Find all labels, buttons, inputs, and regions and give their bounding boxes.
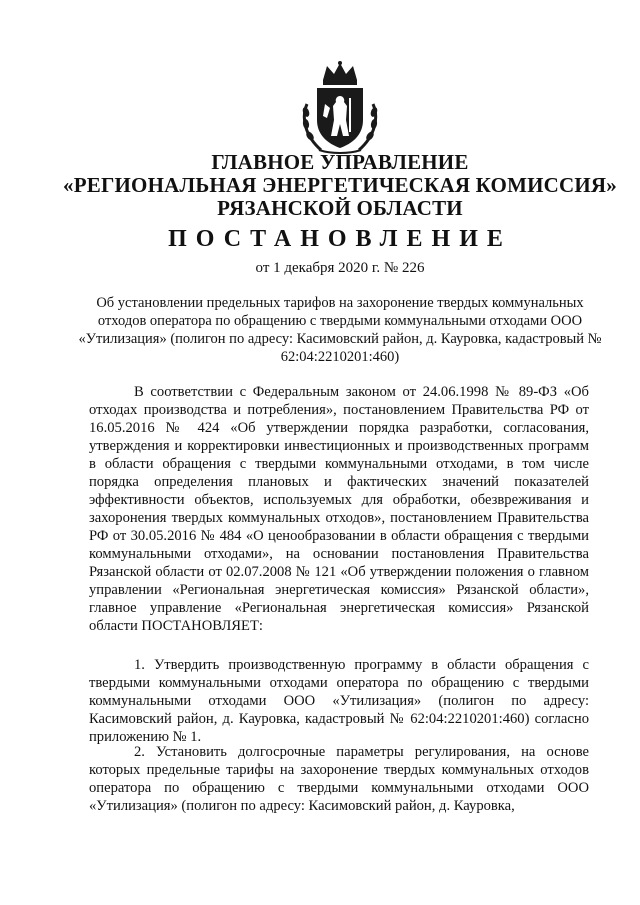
body-paragraph-item-1: 1. Утвердить производственную программу в области обращения с твердыми коммунальными отходами оператора по обращению с твердыми коммунальными отходами ООО «Утилизация» (полигон по адресу: Касимовский район, д. Кауровка, кадастровый № 62:04:2210201:460) согласно приложению № 1.: [89, 657, 589, 745]
document-subject: Об установлении предельных тарифов на захоронение твердых коммунальных отходов оператора по обращению с твердыми коммунальными отходами ООО «Утилизация» (полигон по адресу: Касимовский район, д. Кауровка, кадастровый № 62:04:2210201:460): [78, 295, 602, 365]
body-paragraph-preamble: В соответствии с Федеральным законом от 24.06.1998 № 89-ФЗ «Об отходах производства и потребления», постановлением Правительства РФ от 16.05.2016 № 424 «Об утверждении порядка разработки, согласования, утверждения и корректировки инвестиционных и производственных программ в области обращения с твердыми коммунальными отходами, в том числе порядка определения плановых и фактических значений показателей эффективности объектов, используемых для обработки, обезвреживания и захоронения твердых коммунальных отходов», постановлением Правительства РФ от 30.05.2016 № 484 «О ценообразовании в области обращения с твердыми коммунальными отходами», на основании постановления Правительства Рязанской области от 02.07.2008 № 121 «Об утверждении положения о главном управлении «Региональная энергетическая комиссия» Рязанской области», главное управление «Региональная энергетическая комиссия» Рязанской области ПОСТАНОВЛЯЕТ:: [89, 384, 589, 634]
organization-name-line-2: «РЕГИОНАЛЬНАЯ ЭНЕРГЕТИЧЕСКАЯ КОМИССИЯ»: [63, 173, 617, 197]
coat-of-arms-icon: [297, 60, 383, 156]
body-paragraph-item-2: 2. Установить долгосрочные параметры регулирования, на основе которых предельные тарифы на захоронение твердых коммунальных отходов оператора по обращению с твердыми коммунальными отходами ООО «Утилизация» (полигон по адресу: Касимовский район, д. Кауровка,: [89, 744, 589, 814]
document-type-title: ПОСТАНОВЛЕНИЕ: [168, 226, 512, 252]
document-date-number: от 1 декабря 2020 г. № 226: [255, 260, 425, 276]
coat-of-arms-graphic: [297, 60, 383, 156]
organization-name-line-1: ГЛАВНОЕ УПРАВЛЕНИЕ: [211, 150, 469, 174]
organization-name-line-3: РЯЗАНСКОЙ ОБЛАСТИ: [217, 196, 463, 220]
